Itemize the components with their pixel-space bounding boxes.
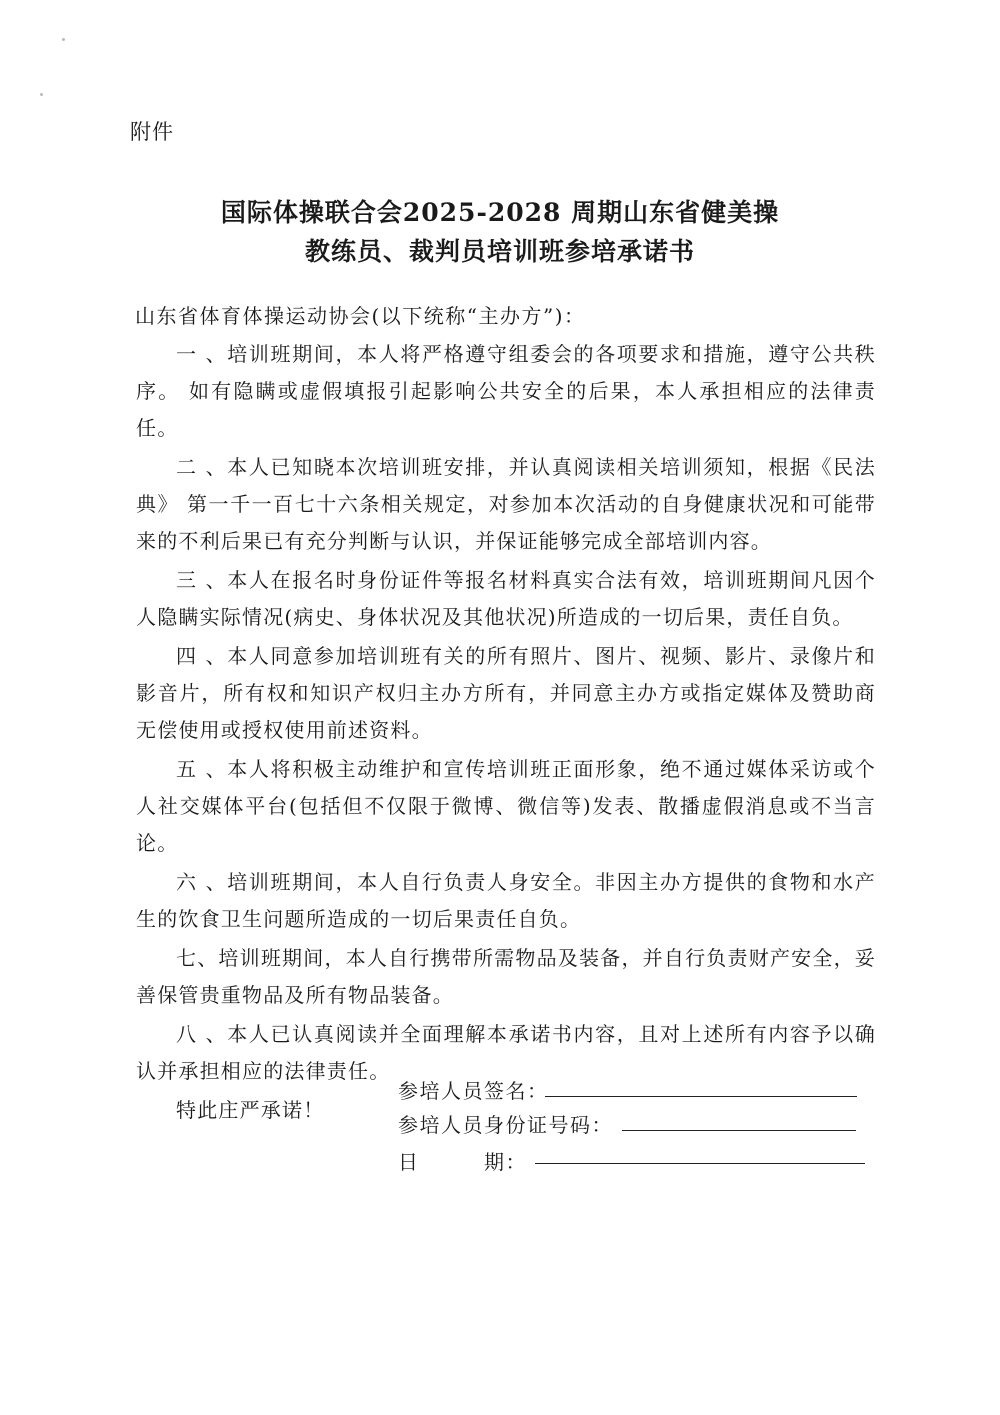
signature-date-field[interactable]	[535, 1163, 865, 1164]
pledge-body	[136, 336, 876, 1131]
scan-speck	[62, 38, 65, 41]
pledge-closing: 特此庄严承诺！	[176, 1098, 325, 1122]
pledge-clause-8: 八 、本人已认真阅读并全面理解本承诺书内容，且对上述所有内容予以确认并承担相应的法律责任。	[136, 1022, 876, 1083]
pledge-clause-3: 三 、本人在报名时身份证件等报名材料真实合法有效，培训班期间凡因个人隐瞒实际情况(病史、身体状况及其他状况)所造成的一切后果，责任自负。	[136, 568, 876, 629]
signature-name-field[interactable]	[545, 1096, 857, 1097]
signature-id-field[interactable]	[622, 1130, 856, 1131]
salutation: 山东省体育体操运动协会(以下统称“主办方”)：	[135, 304, 586, 328]
pledge-clause-1: 一 、培训班期间，本人将严格遵守组委会的各项要求和措施，遵守公共秩序。 如有隐瞒或虚假填报引起影响公共安全的后果，本人承担相应的法律责任。	[136, 342, 876, 440]
document-title-line1: 国际体操联合会2025-2028 周期山东省健美操	[220, 198, 780, 227]
scan-speck	[40, 93, 43, 96]
pledge-clause-4: 四 、本人同意参加培训班有关的所有照片、图片、视频、影片、录像片和影音片，所有权和知识产权归主办方所有，并同意主办方或指定媒体及赞助商无偿使用或授权使用前述资料。	[136, 644, 876, 742]
signature-date-label: 日 期：	[398, 1150, 527, 1174]
pledge-clause-5: 五 、本人将积极主动维护和宣传培训班正面形象，绝不通过媒体采访或个人社交媒体平台(包括但不仅限于微博、微信等)发表、散播虚假消息或不当言论。	[136, 757, 876, 855]
signature-name-label: 参培人员签名：	[398, 1079, 549, 1103]
attachment-label: 附件	[130, 120, 174, 144]
signature-id-label: 参培人员身份证号码：	[398, 1113, 613, 1137]
pledge-clause-2: 二 、本人已知晓本次培训班安排，并认真阅读相关培训须知，根据《民法典》 第一千一百七十六条相关规定，对参加本次活动的自身健康状况和可能带来的不利后果已有充分判断与认识，并保证能够完成全部培训内容。	[136, 455, 876, 553]
document-title-line2: 教练员、裁判员培训班参培承诺书	[304, 237, 695, 266]
pledge-clause-7: 七、培训班期间，本人自行携带所需物品及装备，并自行负责财产安全，妥 善保管贵重物品及所有物品装备。	[136, 946, 876, 1007]
pledge-clause-6: 六 、培训班期间，本人自行负责人身安全。非因主办方提供的食物和水产生的饮食卫生问题所造成的一切后果责任自负。	[136, 870, 876, 931]
